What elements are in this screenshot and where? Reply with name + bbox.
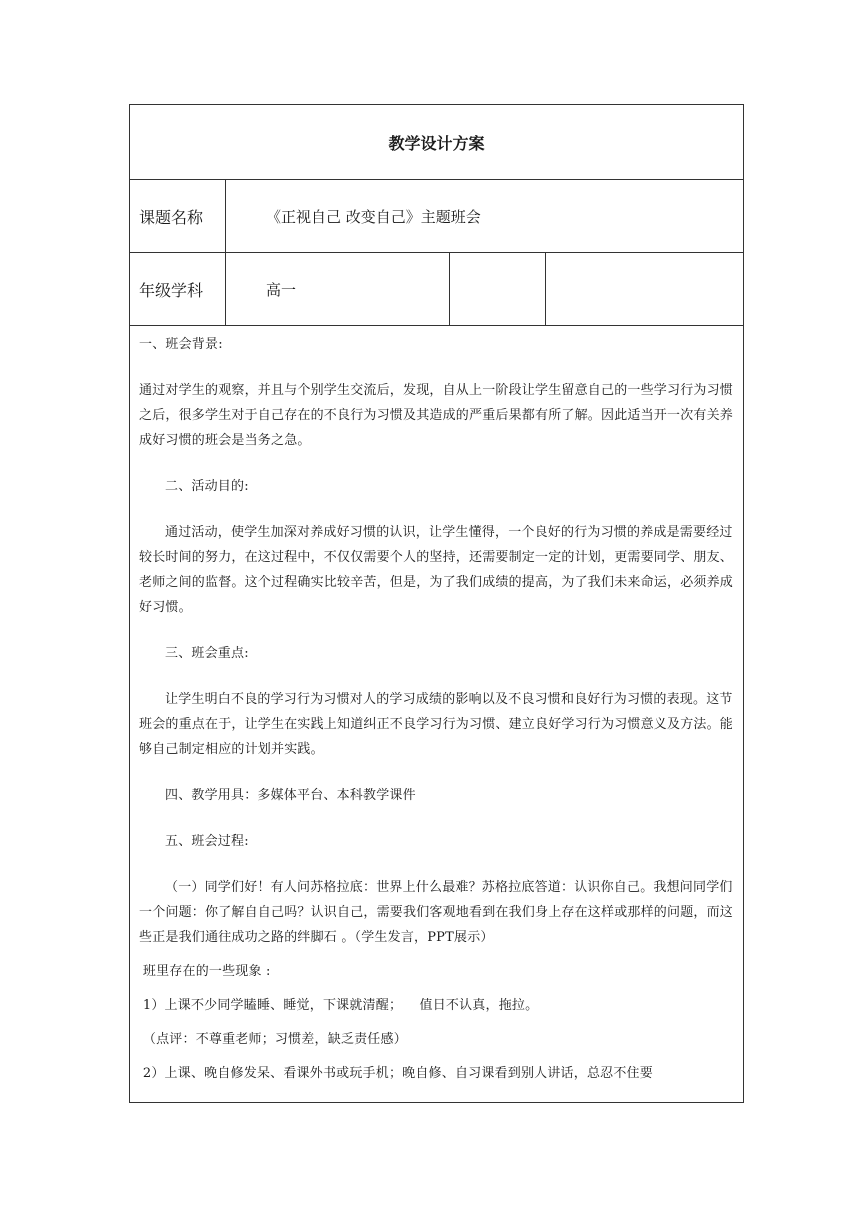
topic-value: 《正视自己 改变自己》主题班会 <box>226 180 744 253</box>
section-5-text: （一）同学们好！有人问苏格拉底：世界上什么最难？苏格拉底答道：认识你自己。我想问同学们一个问题：你了解自自己吗？认识自己，需要我们客观地看到在我们身上存在这样或那样的问题，而这些正是我们通往成功之路的绊脚石 。（学生发言，PPT展示） <box>139 880 734 945</box>
phenomenon-item-1: 1）上课不少同学瞌睡、睡觉，下课就清醒； 值日不认真，拖拉。 <box>142 998 539 1013</box>
topic-label: 课题名称 <box>130 180 226 253</box>
grade-extra-cell-2 <box>546 253 744 326</box>
grade-extra-cell-1 <box>450 253 546 326</box>
section-4-heading: 四、教学用具：多媒体平台、本科教学课件 <box>165 788 416 803</box>
content-row <box>130 326 744 1103</box>
phenomenon-comment-1: （点评：不尊重老师；习惯差，缺乏责任感） <box>142 1032 407 1047</box>
section-1-heading: 一、班会背景: <box>139 337 223 352</box>
content-cell <box>130 326 744 1103</box>
section-2-text: 通过活动，使学生加深对养成好习惯的认识，让学生懂得，一个良好的行为习惯的养成是需要经过较长时间的努力，在这过程中，不仅仅需要个人的坚持，还需要制定一定的计划，更需要同学、朋友、老师之间的监督。这个过程确实比较辛苦，但是，为了我们成绩的提高，为了我们未来命运，必须养成好习惯。 <box>139 525 734 615</box>
section-1-text: 通过对学生的观察，并且与个别学生交流后，发现，自从上一阶段让学生留意自己的一些学习行为习惯之后，很多学生对于自己存在的不良行为习惯及其造成的严重后果都有所了解。因此适当开一次有关养成好习惯的班会是当务之急。 <box>139 383 734 448</box>
grade-value: 高一 <box>226 253 450 326</box>
section-3-text: 让学生明白不良的学习行为习惯对人的学习成绩的影响以及不良习惯和良好行为习惯的表现。这节班会的重点在于，让学生在实践上知道纠正不良学习行为习惯、建立良好学习行为习惯意义及方法。能够自己制定相应的计划并实践。 <box>139 692 734 757</box>
lesson-plan-table <box>129 104 744 1103</box>
phenomena-heading: 班里存在的一些现象 : <box>142 964 271 979</box>
section-3-heading: 三、班会重点: <box>165 646 249 661</box>
phenomenon-item-2: 2）上课、晚自修发呆、看课外书或玩手机；晚自修、自习课看到别人讲话，总忍不住要 <box>142 1066 653 1081</box>
section-2-heading: 二、活动目的: <box>165 479 249 494</box>
title-row <box>130 105 744 180</box>
grade-label: 年级学科 <box>130 253 226 326</box>
section-5-heading: 五、班会过程: <box>165 834 249 849</box>
document-title: 教学设计方案 <box>130 105 744 180</box>
grade-row <box>130 253 744 326</box>
topic-row <box>130 180 744 253</box>
